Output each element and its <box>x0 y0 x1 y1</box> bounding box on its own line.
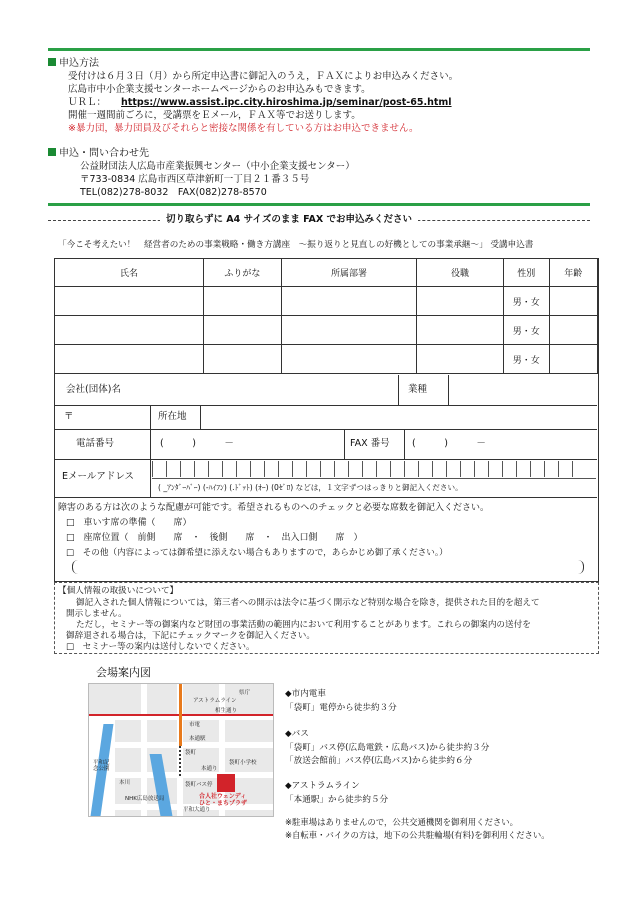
venue-marker <box>217 774 235 792</box>
no-mail-checkbox[interactable]: □ セミナー等の案内は送付しないでください。 <box>66 642 255 652</box>
astram-directions: 「本通駅」から徒歩約５分 <box>285 795 389 805</box>
bicycle-note: ※自転車・バイクの方は，地下の公共駐輪場(有料)を御利用ください。 <box>285 830 550 840</box>
company-input[interactable] <box>160 378 396 402</box>
position-input[interactable] <box>417 287 504 316</box>
map-label-venue1: 合人社ウェンディ <box>199 793 247 800</box>
privacy-p2b: 御辞退される場合は，下記にチェックマークを御記入ください。 <box>66 631 315 641</box>
company-label: 会社(団体)名 <box>66 384 121 395</box>
table-row <box>55 345 598 374</box>
top-divider <box>48 48 590 51</box>
postal-mark: 〒 <box>64 411 74 422</box>
map-label-fukuromachi: 袋町 <box>185 750 197 756</box>
col-department: 所属部署 <box>281 259 416 287</box>
other-input[interactable] <box>72 560 584 574</box>
phone-label: 電話番号 <box>76 438 115 449</box>
attendee-table <box>54 258 598 374</box>
phone-row <box>54 429 597 460</box>
contact-heading: 申込・問い合わせ先 <box>48 148 149 160</box>
position-input[interactable] <box>417 345 504 374</box>
fax-input[interactable]: ( ) － <box>412 438 486 449</box>
col-age: 年齢 <box>549 259 597 287</box>
map-label-aioi: 相生通り <box>215 708 238 714</box>
department-input[interactable] <box>281 287 416 316</box>
map-label-shiden: 市電 <box>189 722 201 728</box>
tram-heading: ◆市内電車 <box>285 689 326 699</box>
col-name: 氏名 <box>55 259 204 287</box>
apply-line3: 開催一週間前ごろに，受講票をＥメール，ＦＡＸ等でお送りします。 <box>68 110 361 121</box>
square-bullet-icon <box>48 58 56 66</box>
url-link[interactable]: https://www.assist.ipc.city.hiroshima.jp/seminar/post-65.html <box>121 97 452 108</box>
apply-heading: 申込方法 <box>48 58 99 70</box>
map-label-nhk: NHK広島放送局 <box>125 796 165 802</box>
name-input[interactable] <box>55 316 204 345</box>
venue-heading: 会場案内図 <box>96 666 151 679</box>
privacy-heading: 【個人情報の取扱いについて】 <box>58 586 179 596</box>
fax-label: FAX 番号 <box>350 438 390 449</box>
other-option[interactable]: □ その他（内容によっては御希望に添えない場合もありますので，あらかじめ御了承ください。） <box>66 548 448 558</box>
furigana-input[interactable] <box>203 345 281 374</box>
privacy-p2a: ただし，セミナー等の御案内など財団の事業活動の範囲内において利用することがあります。これらの御案内の送付を <box>76 620 531 630</box>
name-input[interactable] <box>55 287 204 316</box>
apply-line1: 受付けは６月３日（月）から所定申込書に御記入のうえ，ＦＡＸによりお申込みください。 <box>68 71 459 82</box>
map-label-astram: アストラムライン <box>193 698 237 704</box>
age-input[interactable] <box>549 345 597 374</box>
position-input[interactable] <box>417 316 504 345</box>
table-row <box>55 316 598 345</box>
age-input[interactable] <box>549 287 597 316</box>
map-label-honkawa: 本川 <box>119 780 131 786</box>
contact-phone: TEL(082)278-8032 FAX(082)278-8570 <box>80 187 267 198</box>
apply-line2: 広島市中小企業支援センターホームページからのお申込みもできます。 <box>68 84 371 95</box>
map-label-hondori-station: 本通駅 <box>189 736 206 742</box>
furigana-input[interactable] <box>203 316 281 345</box>
privacy-p1b: 開示しません。 <box>66 609 127 619</box>
tram-directions: 「袋町」電停から徒歩約３分 <box>285 703 397 713</box>
email-label: Eメールアドレス <box>62 471 135 482</box>
map-label-heiwa-odori: 平和大通り <box>183 807 211 813</box>
col-gender: 性別 <box>503 259 549 287</box>
cut-notice: 切り取らずに A4 サイズのまま FAX でお申込みください <box>160 214 418 226</box>
industry-label: 業種 <box>408 384 428 395</box>
wheelchair-option[interactable]: □ 車いす席の準備（ 席） <box>66 518 192 528</box>
warning-text: ※暴力団，暴力団員及びそれらと密接な関係を有している方はお申込できません。 <box>68 123 419 134</box>
venue-map <box>88 683 274 817</box>
furigana-input[interactable] <box>203 287 281 316</box>
name-input[interactable] <box>55 345 204 374</box>
parking-note: ※駐車場はありませんので，公共交通機関を御利用ください。 <box>285 817 518 827</box>
industry-input[interactable] <box>450 378 595 402</box>
col-furigana: ふりがな <box>203 259 281 287</box>
square-bullet-icon <box>48 148 56 156</box>
bus-directions-2: 「放送会館前」バス停(広島バス)から徒歩約６分 <box>285 756 473 766</box>
gender-choice[interactable]: 男・女 <box>503 287 549 316</box>
location-label: 所在地 <box>158 411 187 422</box>
map-label-hondori: 本通り <box>201 766 218 772</box>
astram-line <box>179 684 182 746</box>
mid-divider <box>48 203 590 206</box>
map-label-kenchou: 県庁 <box>239 690 251 696</box>
department-input[interactable] <box>281 316 416 345</box>
department-input[interactable] <box>281 345 416 374</box>
astram-heading: ◆アストラムライン <box>285 781 360 791</box>
apply-url-line <box>68 97 452 109</box>
email-input-boxes[interactable] <box>152 461 596 479</box>
seat-position-option[interactable]: □ 座席位置（ 前側 席 ・ 後側 席 ・ 出入口側 席 ） <box>66 533 363 543</box>
col-position: 役職 <box>417 259 504 287</box>
accessibility-intro: 障害のある方は次のような配慮が可能です。希望されるものへのチェックと必要な席数を御記入ください。 <box>58 503 490 513</box>
contact-org: 公益財団法人広島市産業振興センター（中小企業支援センター） <box>80 161 355 172</box>
map-label-school: 袋町小学校 <box>229 760 257 766</box>
age-input[interactable] <box>549 316 597 345</box>
location-input[interactable] <box>202 407 594 427</box>
map-label-peace-park: 平和記念公園 <box>93 760 110 772</box>
contact-address: 〒733-0834 広島市西区草津新町一丁目２１番３５号 <box>80 174 310 185</box>
map-label-bus: 袋町バス停 <box>185 782 213 788</box>
table-row <box>55 287 598 316</box>
bus-heading: ◆バス <box>285 729 309 739</box>
map-label-venue2: ひと・まちプラザ <box>199 800 248 807</box>
gender-choice[interactable]: 男・女 <box>503 316 549 345</box>
phone-input[interactable]: ( ) － <box>160 438 234 449</box>
gender-choice[interactable]: 男・女 <box>503 345 549 374</box>
url-label: ＵＲＬ： <box>68 97 107 108</box>
form-title: 「今こそ考えたい！ 経営者のための事業戦略・働き方講座 ～振り返りと見直しの好機としての事業承継～」 受講申込書 <box>58 240 534 250</box>
privacy-p1a: 御記入された個人情報については，第三者への開示は法令に基づく開示など特別な場合を除き，提供された目的を超えて <box>76 598 540 608</box>
email-note: ( _ｱﾝﾀﾞｰﾊﾞｰ) (-ﾊｲﾌﾝ) (.ﾄﾞｯﾄ) (ｵｰ) (0ｾﾞﾛ) などは，１文字ずつはっきりと御記入ください。 <box>158 483 463 492</box>
bus-directions-1: 「袋町」バス停(広島電鉄・広島バス)から徒歩約３分 <box>285 743 490 753</box>
